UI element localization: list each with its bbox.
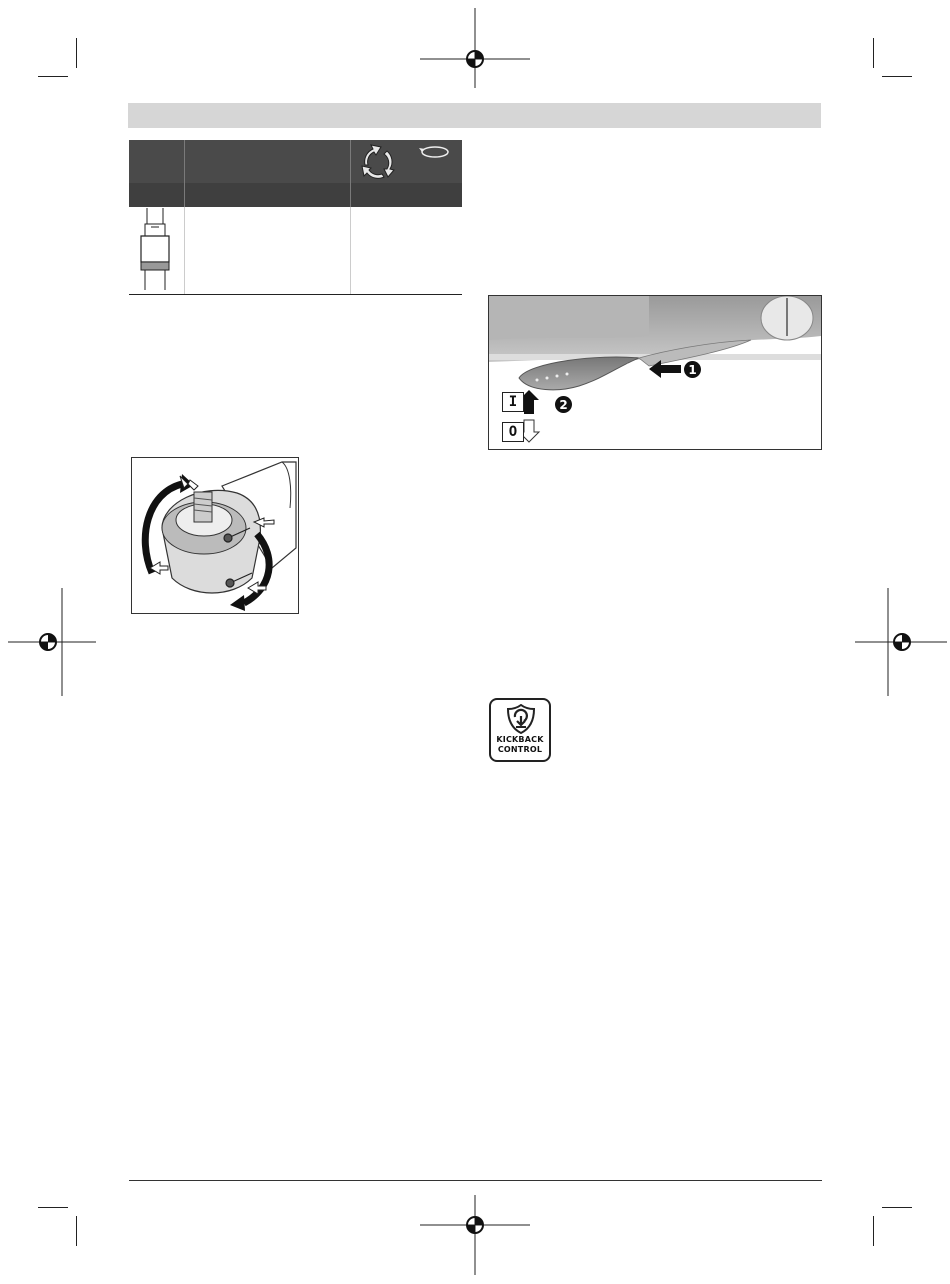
table-column-divider xyxy=(184,207,185,295)
step-1-marker: 1 xyxy=(684,361,701,378)
table-bottom-rule xyxy=(129,294,462,295)
page-footer-rule xyxy=(129,1180,822,1181)
switch-on-label: I xyxy=(502,392,524,412)
diamond-core-bit-icon xyxy=(135,208,175,290)
table-header xyxy=(129,140,462,183)
gearhead-rotation-figure xyxy=(131,457,299,614)
registration-target-icon xyxy=(855,588,950,696)
rotation-arrows-icon xyxy=(357,141,399,183)
table-column-divider xyxy=(350,207,351,295)
registration-target-icon xyxy=(420,8,530,88)
kickback-control-badge xyxy=(489,698,551,762)
rotation-direction-icon xyxy=(419,144,451,160)
page-header-band xyxy=(128,103,821,128)
switch-off-label: O xyxy=(502,422,524,442)
slide-switch-figure xyxy=(488,295,822,450)
kickback-line1: KICKBACK xyxy=(496,735,544,744)
registration-target-icon xyxy=(420,1195,530,1275)
registration-target-icon xyxy=(0,588,100,696)
step-2-marker: 2 xyxy=(555,396,572,413)
kickback-line2: CONTROL xyxy=(497,745,543,754)
table-subheader xyxy=(129,183,462,207)
kickback-shield-icon xyxy=(507,704,535,734)
